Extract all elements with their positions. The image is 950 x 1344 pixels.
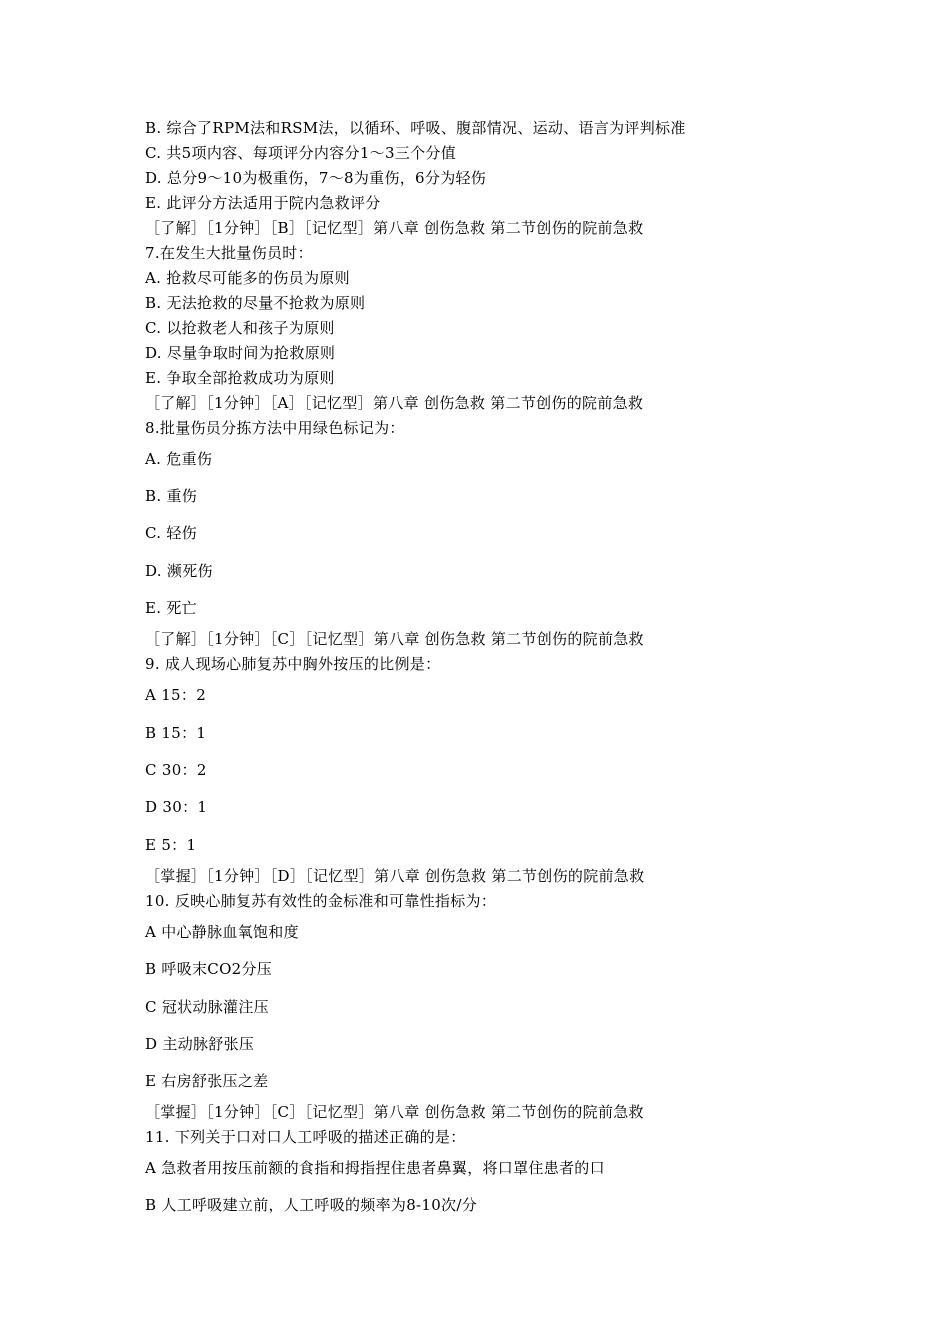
option-line: B 人工呼吸建立前，人工呼吸的频率为8-10次/分 xyxy=(145,1196,478,1214)
option-line: E. 争取全部抢救成功为原则 xyxy=(145,369,335,387)
option-line: A. 抢救尽可能多的伤员为原则 xyxy=(145,269,350,287)
question-title: 10. 反映心肺复苏有效性的金标准和可靠性指标为： xyxy=(145,892,497,910)
question-meta: ［了解］［1分钟］［C］［记忆型］第八章 创伤急救 第二节创伤的院前急救 xyxy=(145,630,644,648)
option-line: B 15：1 xyxy=(145,724,207,742)
option-line: A 中心静脉血氧饱和度 xyxy=(145,923,299,941)
question-title: 7.在发生大批量伤员时： xyxy=(145,244,313,262)
option-line: B. 无法抢救的尽量不抢救为原则 xyxy=(145,294,366,312)
question-title: 8.批量伤员分拣方法中用绿色标记为： xyxy=(145,419,405,437)
question-meta: ［掌握］［1分钟］［D］［记忆型］第八章 创伤急救 第二节创伤的院前急救 xyxy=(145,867,645,885)
option-line: E 右房舒张压之差 xyxy=(145,1072,269,1090)
option-line: D. 总分9～10为极重伤，7～8为重伤，6分为轻伤 xyxy=(145,169,487,187)
option-line: E. 死亡 xyxy=(145,599,197,617)
option-line: B 呼吸末CO2分压 xyxy=(145,960,273,978)
option-line: A 急救者用按压前额的食指和拇指捏住患者鼻翼，将口罩住患者的口 xyxy=(145,1159,605,1177)
question-meta: ［了解］［1分钟］［B］［记忆型］第八章 创伤急救 第二节创伤的院前急救 xyxy=(145,219,644,237)
option-line: A 15：2 xyxy=(145,686,207,704)
option-line: D. 濒死伤 xyxy=(145,562,213,580)
option-line: C. 轻伤 xyxy=(145,524,197,542)
question-title: 11. 下列关于口对口人工呼吸的描述正确的是： xyxy=(145,1128,466,1146)
option-line: C. 以抢救老人和孩子为原则 xyxy=(145,319,335,337)
option-line: A. 危重伤 xyxy=(145,450,213,468)
option-line: E 5：1 xyxy=(145,836,197,854)
question-meta: ［了解］［1分钟］［A］［记忆型］第八章 创伤急救 第二节创伤的院前急救 xyxy=(145,394,644,412)
option-line: B. 重伤 xyxy=(145,487,198,505)
option-line: B. 综合了RPM法和RSM法，以循环、呼吸、腹部情况、运动、语言为评判标准 xyxy=(145,119,686,137)
option-line: E. 此评分方法适用于院内急救评分 xyxy=(145,194,381,212)
option-line: D. 尽量争取时间为抢救原则 xyxy=(145,344,336,362)
option-line: C. 共5项内容、每项评分内容分1～3三个分值 xyxy=(145,144,457,162)
option-line: C 30：2 xyxy=(145,761,207,779)
option-line: C 冠状动脉灌注压 xyxy=(145,998,269,1016)
question-meta: ［掌握］［1分钟］［C］［记忆型］第八章 创伤急救 第二节创伤的院前急救 xyxy=(145,1103,644,1121)
option-line: D 30：1 xyxy=(145,798,208,816)
option-line: D 主动脉舒张压 xyxy=(145,1035,255,1053)
question-title: 9. 成人现场心肺复苏中胸外按压的比例是： xyxy=(145,655,441,673)
